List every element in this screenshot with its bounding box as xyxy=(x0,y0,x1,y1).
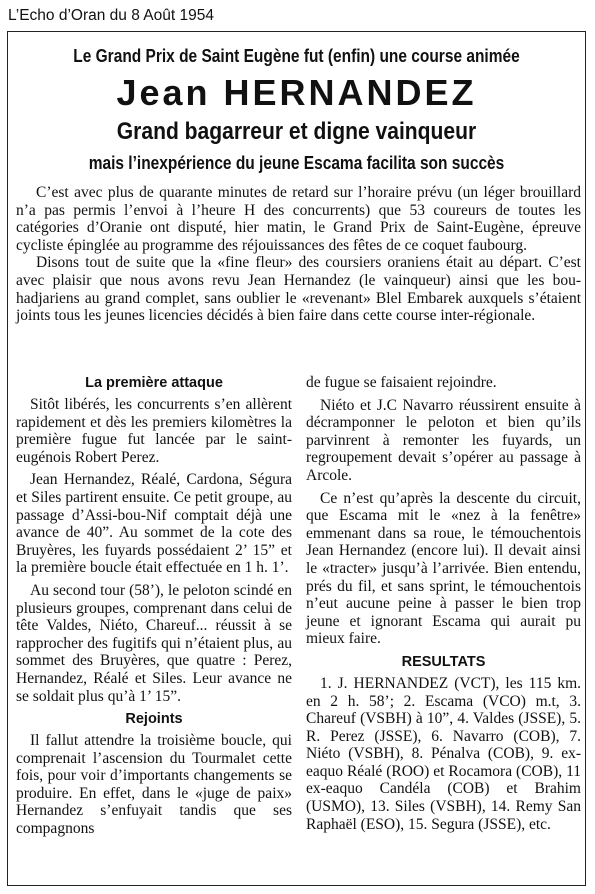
body-paragraph: Sitôt libérés, les concurrents s’en allèrent rapidement et dès les premiers kilomètres la première fugue fut lancée par le saint-eugénois Robert Perez. xyxy=(16,396,292,466)
headline-deck: mais l’inexpérience du jeune Escama facilita son succès xyxy=(88,153,505,173)
section-title-rejoints: Rejoints xyxy=(125,711,183,728)
body-paragraph: Au second tour (58’), le peloton scindé en plusieurs groupes, comprenant dans celui de tête Valdes, Niéto, Chareuf... réussit à se rapprocher des fugitifs qui n’étaient plus, au sommet des Bruyères, que quatre : Perez, Hernandez, Réalé et Siles. Leur avance ne se soldait plus qu’à 1’ 15”. xyxy=(16,581,292,705)
section-title-resultats: RESULTATS xyxy=(401,653,486,670)
headline-kicker: Le Grand Prix de Saint Eugène fut (enfin) une course animée xyxy=(73,46,520,66)
body-paragraph: Jean Hernandez, Réalé, Cardona, Ségura et Siles partirent ensuite. Ce petit groupe, au passage d’Assi-bou-Nif comptait déjà une avance de 40”. Au sommet de la cote des Bruyères, les fuyards possédaient 2’ 15” et la première boucle était effectuée en 1 h. 1’. xyxy=(16,471,292,577)
body-paragraph: Il fallut attendre la troisième boucle, qui comprenait l’ascension du Tourmalet cette fois, pour voir d’importants changements se produire. En effet, dans le «juge de paix» Hernandez s’enfuyait tandis que ses compagnons xyxy=(16,732,292,838)
body-paragraph: Ce n’est qu’après la descente du circuit, que Escama mit le «nez à la fenêtre» emmenant dans sa roue, le témouchentois Jean Hernandez (encore lui). Il devait ainsi le «tracter» jusqu’à l’arrivée. Bien entendu, prés du fil, et sans sprint, le témouchentois n’eut aucune peine à passer le bien trop jeune et ignorant Escama qui aurait pu mieux faire. xyxy=(306,489,581,648)
results-paragraph: 1. J. HERNANDEZ (VCT), les 115 km. en 2 h. 58’; 2. Escama (VCO) m.t, 3. Chareuf (VSBH) à 10”, 4. Valdes (JSSE), 5. R. Perez (JSSE), 6. Navarro (COB), 7. Niéto (VSBH), 8. Pénalva (COB), 9. ex-eaquo Réalé (ROO) et Rocamora (COB), 11 ex-eaquo Candéla (COB) et Brahim (USMO), 13. Siles (VSBH), 14. Remy San Raphaël (ESO), 15. Segura (JSSE), etc. xyxy=(306,674,581,833)
lead-section xyxy=(16,184,581,325)
section-title-premiere-attaque: La première attaque xyxy=(85,375,223,391)
continued-paragraph: de fugue se faisaient rejoindre. xyxy=(306,374,497,391)
headline-subtitle: Grand bagarreur et digne vainqueur xyxy=(116,118,477,145)
lead-paragraph: Disons tout de suite que la «fine fleur» des coursiers oraniens était au départ. C’est avec plaisir que nous avons revu Jean Hernandez (le vainqueur) ainsi que les bou-hadjariens au grand complet, sans oublier le «revenant» Blel Embarek auxquels s’étaient joints tous les jeunes licencies décidés à bien faire dans cette course inter-régionale. xyxy=(16,254,581,325)
newspaper-source-line: L’Echo d’Oran du 8 Août 1954 xyxy=(8,7,214,24)
left-column xyxy=(16,374,292,843)
headline-name: Jean HERNANDEZ xyxy=(116,72,477,113)
body-paragraph: Niéto et J.C Navarro réussirent ensuite à décramponner le peloton et bien qu’ils parvinrent à remonter les fuyards, un regroupement devait s’opérer au passage à Arcole. xyxy=(306,396,581,484)
lead-paragraph: C’est avec plus de quarante minutes de retard sur l’horaire prévu (un léger brouillard n’a pas permis l’envoi à l’heure H des concurrents) que 53 coureurs de toutes les catégories d’Oranie ont disputé, hier matin, le Grand Prix de Saint-Eugène, épreuve cycliste épinglée au programme des réjouissances des fêtes de ce coquet faubourg. xyxy=(16,184,581,254)
right-column xyxy=(306,374,581,838)
